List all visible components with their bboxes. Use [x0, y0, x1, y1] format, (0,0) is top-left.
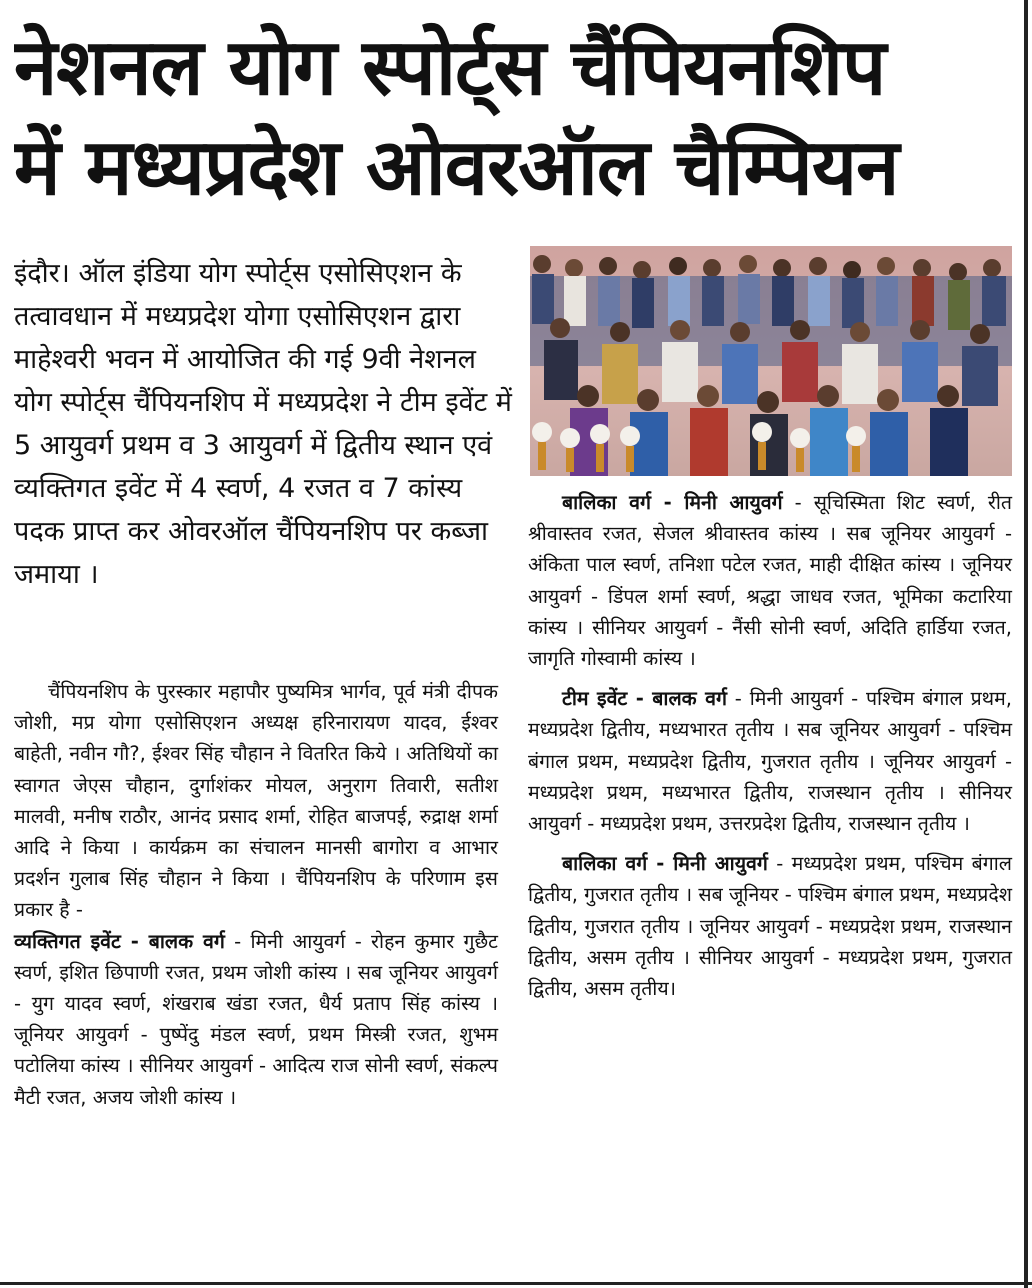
team-girls-text: - मध्यप्रदेश प्रथम, पश्चिम बंगाल द्वितीय, गुजरात तृतीय । सब जूनियर - पश्चिम बंगाल प्रथम, मध्यप्रदेश द्वितीय, गुजरात तृतीय । जूनियर आयुवर्ग - मध्यप्रदेश प्रथम, राजस्थान द्वितीय, असम तृतीय । सीनियर आयुवर्ग - मध्यप्रदेश प्रथम, गुजरात द्वितीय, असम तृतीय। [528, 852, 1012, 1001]
column-border-right [1024, 0, 1028, 1288]
group-photo-image [530, 246, 1012, 476]
team-girls-paragraph [528, 848, 1012, 1004]
team-boys-text: - मिनी आयुवर्ग - पश्चिम बंगाल प्रथम, मध्यप्रदेश द्वितीय, मध्यभारत तृतीय । सब जूनियर आयुवर्ग - पश्चिम बंगाल प्रथम, मध्यप्रदेश द्वितीय, गुजरात तृतीय । जूनियर आयुवर्ग - मध्यप्रदेश प्रथम, मध्यभारत द्वितीय, राजस्थान तृतीय । सीनियर आयुवर्ग - मध्यप्रदेश प्रथम, उत्तरप्रदेश द्वितीय, राजस्थान तृतीय । [528, 687, 1012, 836]
team-boys-paragraph [528, 683, 1012, 839]
team-boys-heading: टीम इवेंट - बालक वर्ग [562, 687, 727, 711]
team-girls-heading: बालिका वर्ग - मिनी आयुवर्ग [562, 852, 768, 876]
girls-mini-text: - सूचिस्मिता शिट स्वर्ण, रीत श्रीवास्तव रजत, सेजल श्रीवास्तव कांस्य । सब जूनियर आयुवर्ग - अंकिता पाल स्वर्ण, तनिशा पटेल रजत, माही दीक्षित कांस्य । जूनियर आयुवर्ग - डिंपल शर्मा स्वर्ण, श्रद्धा जाधव रजत, भूमिका कटारिया कांस्य । सीनियर आयुवर्ग - नैंसी सोनी स्वर्ण, अदिति हार्डिया रजत, जागृति गोस्वामी कांस्य । [528, 491, 1012, 671]
headline-line-1: नेशनल योग स्पोर्ट्स चैंपियनशिप [14, 23, 886, 113]
body-column-right [528, 487, 1012, 1004]
lead-paragraph: इंदौर। ऑल इंडिया योग स्पोर्ट्स एसोसिएशन के तत्वावधान में मध्यप्रदेश योगा एसोसिएशन द्वारा माहेश्वरी भवन में आयोजित की गई 9वी नेशनल योग स्पोर्ट्स चैंपियनशिप में मध्यप्रदेश ने टीम इवेंट में 5 आयुवर्ग प्रथम व 3 आयुवर्ग में द्वितीय स्थान एवं व्यक्तिगत इवेंट में 4 स्वर्ण, 4 रजत व 7 कांस्य पदक प्राप्त कर ओवरऑल चैंपियनशिप पर कब्जा जमाया । [14, 258, 512, 590]
individual-boys-heading: व्यक्तिगत इवेंट - बालक वर्ग [14, 929, 225, 953]
individual-boys-text: - मिनी आयुवर्ग - रोहन कुमार गुछैट स्वर्ण, इशित छिपाणी रजत, प्रथम जोशी कांस्य । सब जूनियर आयुवर्ग - युग यादव स्वर्ण, शंखराब खंडा रजत, धैर्य प्रताप सिंह कांस्य । जूनियर आयुवर्ग - पुष्पेंदु मंडल स्वर्ण, प्रथम मिस्त्री रजत, शुभम पटोलिया कांस्य । सीनियर आयुवर्ग - आदित्य राज सोनी स्वर्ण, संकल्प मैटी रजत, अजय जोशी कांस्य । [14, 929, 498, 1109]
group-photo [530, 246, 1012, 476]
girls-mini-paragraph [528, 487, 1012, 674]
girls-mini-heading: बालिका वर्ग - मिनी आयुवर्ग [562, 491, 783, 514]
column-border-bottom [0, 1282, 1032, 1285]
headline [14, 18, 1014, 218]
body-column-left [14, 676, 498, 1113]
headline-line-2: में मध्यप्रदेश ओवरऑल चैम्पियन [14, 123, 899, 213]
body-intro-paragraph: चैंपियनशिप के पुरस्कार महापौर पुष्यमित्र भार्गव, पूर्व मंत्री दीपक जोशी, मप्र योगा एसोसिएशन अध्यक्ष हरिनारायण यादव, ईश्वर बाहेती, नवीन गौ?, ईश्वर सिंह चौहान ने वितरित किये । अतिथियों का स्वागत जेएस चौहान, दुर्गाशंकर मोयल, अनुराग तिवारी, सतीश मालवी, मनीष राठौर, आनंद प्रसाद शर्मा, रोहित बाजपई, रुद्राक्ष शर्मा आदि ने किया । कार्यक्रम का संचालन मानसी बागोरा व आभार प्रदर्शन गुलाब सिंह चौहान ने किया । चैंपियनशिप के परिणाम इस प्रकार है - [14, 680, 498, 922]
individual-boys-paragraph [14, 926, 498, 1113]
